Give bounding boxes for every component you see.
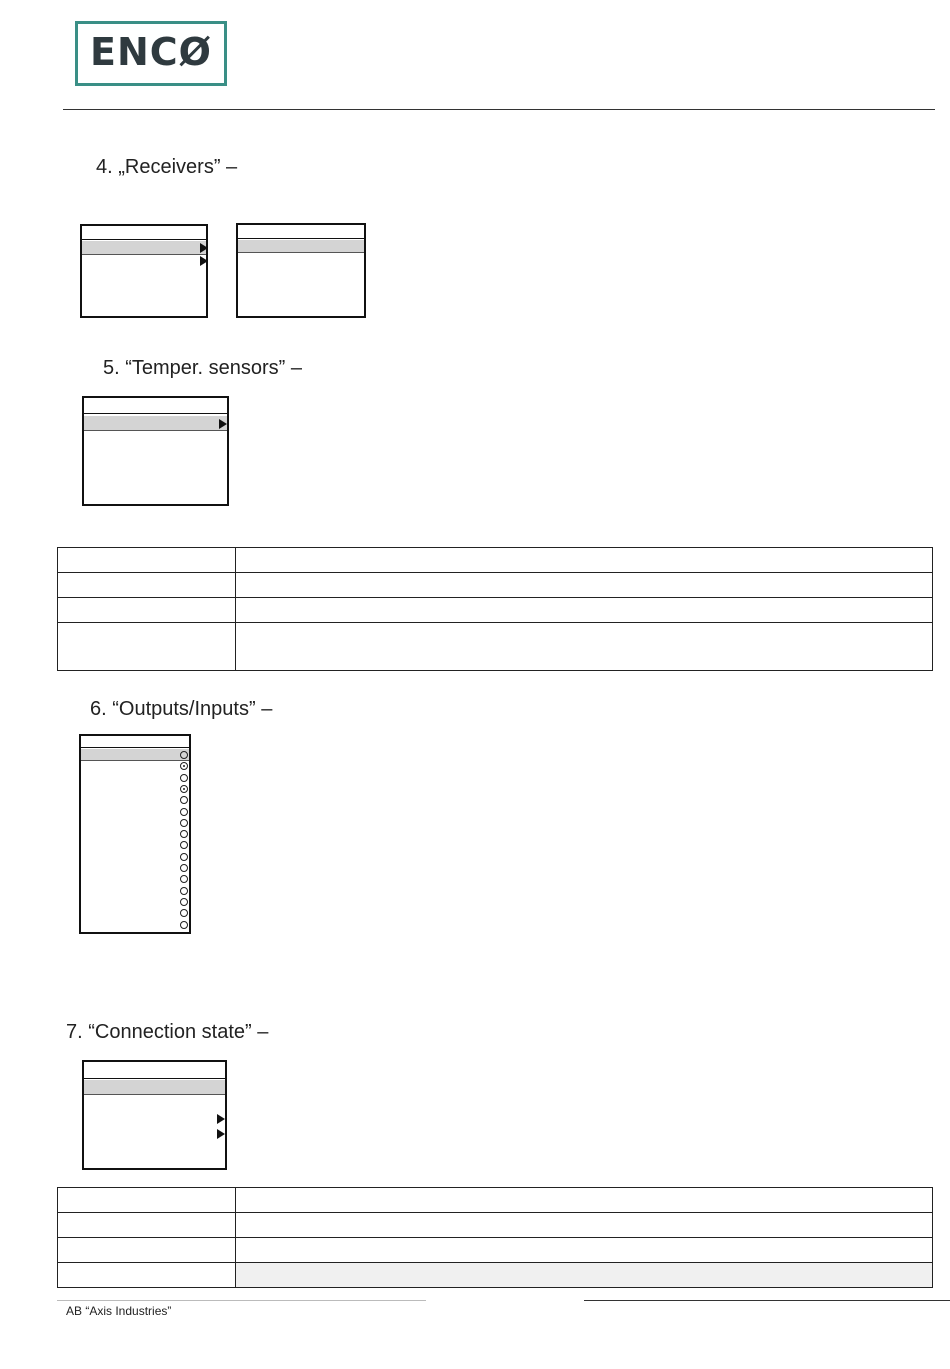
table-row <box>58 1263 933 1288</box>
receivers-menu-screen <box>80 224 208 318</box>
table-row <box>58 573 933 598</box>
footer-divider-left <box>57 1300 426 1301</box>
outputs-inputs-heading: 6. “Outputs/Inputs” – <box>90 698 273 720</box>
radio-unchecked-icon[interactable] <box>180 921 188 929</box>
temper-sensors-table <box>57 547 933 671</box>
header-divider <box>63 109 935 110</box>
radio-unchecked-icon[interactable] <box>180 774 188 782</box>
table-cell <box>58 598 236 623</box>
screen-title-divider <box>84 1078 225 1079</box>
screen-title-divider <box>82 239 206 240</box>
enco-logo <box>75 21 227 86</box>
footer-company: AB “Axis Industries” <box>66 1304 172 1318</box>
radio-unchecked-icon[interactable] <box>180 808 188 816</box>
table-row <box>58 623 933 671</box>
receivers-heading: 4. „Receivers” – <box>96 156 238 178</box>
temper-sensors-screen <box>82 396 229 506</box>
arrow-right-icon <box>200 256 208 266</box>
radio-unchecked-icon[interactable] <box>180 887 188 895</box>
table-cell <box>58 1213 236 1238</box>
radio-unchecked-icon[interactable] <box>180 819 188 827</box>
radio-unchecked-icon[interactable] <box>180 853 188 861</box>
table-row <box>58 1213 933 1238</box>
radio-unchecked-icon[interactable] <box>180 751 188 759</box>
connection-state-table <box>57 1187 933 1288</box>
table-cell <box>236 623 933 671</box>
submenu-selected-row[interactable] <box>238 240 364 253</box>
connection-state-screen <box>82 1060 227 1170</box>
radio-checked-icon[interactable] <box>180 762 188 770</box>
table-cell <box>58 1238 236 1263</box>
table-cell <box>236 1238 933 1263</box>
radio-checked-icon[interactable] <box>180 785 188 793</box>
outputs-inputs-screen <box>79 734 191 934</box>
connection-state-heading: 7. “Connection state” – <box>66 1021 269 1043</box>
logo-text: ENCØ <box>90 30 212 74</box>
table-cell <box>236 573 933 598</box>
arrow-right-icon <box>217 1129 225 1139</box>
table-row <box>58 1238 933 1263</box>
radio-unchecked-icon[interactable] <box>180 864 188 872</box>
arrow-right-icon <box>200 243 208 253</box>
menu-selected-row[interactable] <box>82 241 206 255</box>
receivers-submenu-screen <box>236 223 366 318</box>
screen-title-divider <box>84 413 227 414</box>
radio-unchecked-icon[interactable] <box>180 909 188 917</box>
screen-title-divider <box>81 747 189 748</box>
table-row <box>58 598 933 623</box>
temper-sensors-heading: 5. “Temper. sensors” – <box>103 357 302 379</box>
table-cell <box>236 1213 933 1238</box>
menu-selected-row[interactable] <box>81 749 189 761</box>
footer-divider-right <box>584 1300 950 1301</box>
menu-selected-row[interactable] <box>84 1080 225 1095</box>
table-cell <box>236 1263 933 1288</box>
arrow-right-icon <box>219 419 227 429</box>
arrow-right-icon <box>217 1114 225 1124</box>
table-cell <box>58 548 236 573</box>
table-cell <box>58 1188 236 1213</box>
radio-unchecked-icon[interactable] <box>180 830 188 838</box>
table-cell <box>58 623 236 671</box>
radio-unchecked-icon[interactable] <box>180 875 188 883</box>
table-cell <box>236 598 933 623</box>
table-cell <box>236 1188 933 1213</box>
radio-unchecked-icon[interactable] <box>180 841 188 849</box>
screen-title-divider <box>238 238 364 239</box>
radio-unchecked-icon[interactable] <box>180 796 188 804</box>
table-cell <box>58 573 236 598</box>
menu-selected-row[interactable] <box>84 416 227 431</box>
radio-unchecked-icon[interactable] <box>180 898 188 906</box>
table-cell <box>58 1263 236 1288</box>
table-row <box>58 548 933 573</box>
table-cell <box>236 548 933 573</box>
table-row <box>58 1188 933 1213</box>
